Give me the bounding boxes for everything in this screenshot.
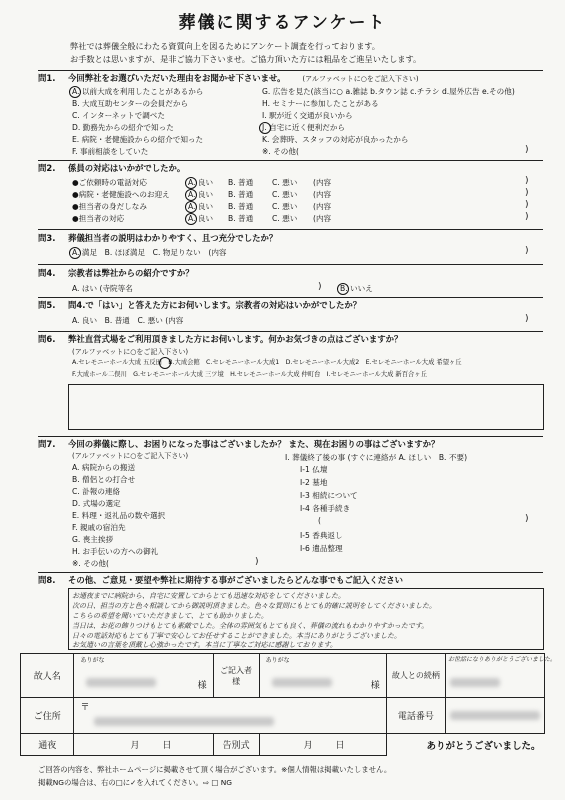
q7-note: (アルファベットに○をご記入下さい) — [72, 452, 189, 460]
closing-paren: ) — [525, 246, 529, 256]
phone-cell[interactable] — [446, 698, 545, 734]
q2-row-2-b[interactable]: B. 普通 — [228, 190, 254, 199]
q2-row-2-a[interactable]: A. 良い — [188, 190, 214, 199]
q6-venues-line-1[interactable]: A.セレモニーホール大成 五反田 B.大成会館 C.セレモニーホール大成1 D.セレモニーホール大成2 E.セレモニーホール大成 希望ヶ丘 — [72, 359, 462, 366]
question-3 — [38, 233, 277, 244]
footer-line-1: ご回答の内容を、弊社ホームページに掲載させて頂く場合がございます。※個人情報は掲載いたしません。 — [38, 765, 392, 774]
q2-row-1-a[interactable]: A. 良い — [188, 178, 214, 187]
question-4 — [38, 268, 194, 279]
thanks-message: ありがとうございました。 — [426, 740, 541, 752]
q7-option-i6[interactable]: I-6 遺品整理 — [300, 544, 343, 553]
q1-option-k[interactable]: K. 会葬時、スタッフの対応が良かったから — [262, 135, 409, 144]
q2-row-2-c[interactable]: C. 悪い — [272, 190, 298, 199]
question-text: 問4.で「はい」と答えた方にお伺いします。宗教者の対応はいかがでしたか？ — [68, 300, 362, 310]
q2-row-3-b[interactable]: B. 普通 — [228, 202, 254, 211]
question-text: 宗教者は弊社からの紹介ですか？ — [68, 268, 194, 278]
q1-option-d[interactable]: D. 勤務先からの紹介で知った — [72, 123, 174, 132]
q2-row-4-b[interactable]: B. 普通 — [228, 214, 254, 223]
handwritten-line-6: お気遣いの言葉を頂戴し心強かったです。本当に丁寧なご対応に感謝しております。 — [72, 641, 337, 649]
month-label: 月 — [303, 741, 313, 751]
relation-label: 故人との続柄 — [386, 654, 445, 698]
divider — [38, 229, 543, 230]
q6-note: (アルファベットに○をご記入下さい) — [72, 348, 189, 356]
q3-options[interactable]: A. 満足 B. ほぼ満足 C. 物足りない (内容 — [72, 248, 227, 257]
wake-date-cell[interactable] — [74, 734, 213, 756]
divider — [38, 572, 543, 573]
divider — [38, 297, 543, 298]
furigana-label: ありがな — [265, 657, 290, 664]
closing-paren: ) — [525, 176, 529, 186]
q7-option-i3[interactable]: I-3 相続について — [300, 491, 358, 500]
sama-label: 様 — [197, 681, 207, 691]
question-text: 係員の対応はいかがでしたか。 — [68, 163, 186, 173]
question-6 — [38, 334, 402, 345]
handwritten-line-2: 次の日、担当の方と色々相談してから御説明頂きました。色々な質問にもとても的確に説明をしてくださいました。 — [72, 602, 436, 610]
q2-row-3-a[interactable]: A. 良い — [188, 202, 214, 211]
q1-option-c[interactable]: C. インターネットで調べた — [72, 111, 165, 120]
day-label: 日 — [335, 741, 345, 751]
question-7 — [38, 439, 439, 450]
closing-paren: ) — [525, 514, 529, 524]
q7-option-i4[interactable]: I-4 各種手続き — [300, 504, 351, 513]
q1-option-i[interactable]: I. 駅が近く交通が良いから — [262, 111, 353, 120]
q7-option-b[interactable]: B. 僧侶との打合せ — [72, 475, 136, 484]
q2-row-1-c[interactable]: C. 悪い — [272, 178, 298, 187]
redacted-phone — [450, 711, 540, 720]
wake-label: 通夜 — [21, 734, 74, 756]
address-cell[interactable] — [74, 698, 386, 734]
answer-circle — [159, 357, 171, 369]
q2-row-2-label: ●病院・老健施設へのお迎え — [72, 190, 170, 199]
question-text: 今回弊社をお選びいただいた理由をお聞かせ下さいませ。 — [68, 73, 286, 83]
closing-paren: ) — [318, 282, 322, 292]
closing-paren: ) — [525, 314, 529, 324]
deceased-label: 故人名 — [21, 654, 74, 698]
q6-venues-line-2[interactable]: F.大成ホール二俣川 G.セレモニーホール大成 三ツ境 H.セレモニーホール大成 仲町台 I.セレモニーホール大成 新百合ヶ丘 — [72, 371, 427, 378]
q2-row-1-label: ●ご依頼時の電話対応 — [72, 178, 147, 187]
closing-paren: ) — [525, 212, 529, 222]
redacted-relation — [450, 678, 500, 687]
q1-option-h[interactable]: H. セミナーに参加したことがある — [262, 99, 379, 108]
question-1 — [38, 73, 419, 85]
q2-row-3-label: ●担当者の身だしなみ — [72, 202, 147, 211]
question-8 — [38, 575, 403, 586]
divider — [38, 436, 543, 437]
question-number: 問7. — [38, 439, 56, 449]
postal-mark: 〒 — [80, 703, 90, 713]
footer-line-2[interactable]: 掲載NGの場合は、右の□に✓を入れてください。⇨ □ NG — [38, 778, 232, 787]
q2-row-1-detail[interactable]: (内容 — [313, 178, 332, 187]
closing-paren: ) — [255, 557, 259, 567]
question-number: 問8. — [38, 575, 56, 585]
q1-option-j[interactable]: J. 自宅に近く便利だから — [262, 123, 346, 132]
question-2 — [38, 163, 185, 174]
answer-circle — [185, 213, 197, 225]
q2-row-4-label: ●担当者の対応 — [72, 214, 125, 223]
q4-option-b[interactable]: B. いいえ — [340, 284, 373, 293]
q2-row-1-b[interactable]: B. 普通 — [228, 178, 254, 187]
q7-option-a[interactable]: A. 病院からの搬送 — [72, 463, 136, 472]
answer-circle — [185, 189, 197, 201]
redacted-name — [272, 678, 332, 687]
q7-option-i2[interactable]: I-2 墓地 — [300, 478, 328, 487]
divider — [38, 160, 543, 161]
question-number: 問5. — [38, 300, 56, 310]
question-number: 問4. — [38, 268, 56, 278]
answer-circle — [259, 122, 271, 134]
q2-row-3-detail[interactable]: (内容 — [313, 202, 332, 211]
q2-row-4-c[interactable]: C. 悪い — [272, 214, 298, 223]
q7-option-i5[interactable]: I-5 香典返し — [300, 531, 343, 540]
q7-option-d[interactable]: D. 式場の選定 — [72, 499, 121, 508]
day-label: 日 — [162, 741, 172, 751]
q7-option-i4-detail[interactable]: ( — [318, 516, 321, 525]
q7-option-c[interactable]: C. 訃報の連絡 — [72, 487, 121, 496]
month-label: 月 — [130, 741, 140, 751]
relation-cell[interactable] — [446, 654, 557, 698]
furigana-label: ありがな — [80, 657, 105, 664]
divider — [38, 331, 543, 332]
q7-option-g[interactable]: G. 喪主挨拶 — [72, 535, 114, 544]
q4-option-a[interactable]: A. はい (寺院等名 — [72, 284, 133, 293]
relation-handwriting: お世話になりありがとうございました。 — [448, 656, 557, 663]
q1-option-f[interactable]: F. 事前相談をしていた — [72, 147, 149, 156]
phone-label: 電話番号 — [386, 698, 445, 734]
handwritten-line-3: こちらの希望を聞いていただきまして、とても助かりました。 — [72, 612, 268, 620]
question-number: 問1. — [38, 73, 56, 83]
redacted-address — [94, 717, 274, 726]
q5-options[interactable]: A. 良い B. 普通 C. 悪い (内容 — [72, 316, 184, 325]
q2-row-3-c[interactable]: C. 悪い — [272, 202, 298, 211]
question-number: 問3. — [38, 233, 56, 243]
redacted-name — [86, 678, 156, 687]
funeral-date-cell[interactable] — [259, 734, 386, 756]
q1-option-b[interactable]: B. 大成互助センターの会員だから — [72, 99, 189, 108]
answer-circle — [69, 86, 81, 98]
question-note: (アルファベットに○をご記入下さい) — [302, 75, 419, 83]
q6-comment-box[interactable] — [68, 384, 544, 430]
sama-label: 様 — [370, 681, 380, 691]
divider — [38, 70, 543, 71]
q7-option-other[interactable]: ※. その他( — [72, 559, 109, 568]
q1-option-a[interactable]: A. 以前大成を利用したことがあるから — [72, 87, 204, 96]
contact-table — [20, 653, 557, 756]
question-number: 問6. — [38, 334, 56, 344]
question-5 — [38, 300, 361, 311]
question-number: 問2. — [38, 163, 56, 173]
q2-row-2-detail[interactable]: (内容 — [313, 190, 332, 199]
question-text: その他、ご意見・要望や弊社に期待する事がございましたらどんな事でもご記入ください — [68, 575, 403, 585]
closing-paren: ) — [525, 188, 529, 198]
q7-option-i1[interactable]: I-1 仏壇 — [300, 465, 328, 474]
q7-option-h[interactable]: H. お手伝いの方への御礼 — [72, 547, 159, 556]
answer-circle — [69, 247, 81, 259]
answer-circle — [337, 283, 349, 295]
handwritten-line-5: 日々の電話対応もとても丁寧で安心してお任せすることができました。本当にありがとうございました。 — [72, 632, 401, 640]
handwritten-line-4: 当日は、お花の飾りつけもとても素敵でした。全体の雰囲気もとても良く、葬儀の流れもわかりやすかったです。 — [72, 622, 429, 630]
q1-option-g[interactable]: G. 広告を見た(該当に○ a.雑誌 b.タウン誌 c.チラシ d.屋外広告 e.その他) — [262, 87, 515, 96]
q2-row-4-a[interactable]: A. 良い — [188, 214, 214, 223]
question-text: 葬儀担当者の説明はわかりやすく、且つ充分でしたか？ — [68, 233, 278, 243]
answer-circle — [185, 177, 197, 189]
q1-option-e[interactable]: E. 病院・老健施設からの紹介で知った — [72, 135, 204, 144]
question-text: 弊社直営式場をご利用頂きました方にお伺いします。何かお気づきの点はございますか？ — [68, 334, 403, 344]
handwritten-line-1: お通夜までに病院から、自宅に安置してからとても迅速な対応をしてくださいました。 — [72, 592, 345, 600]
funeral-label: 告別式 — [213, 734, 259, 756]
writer-label: ご記入者様 — [213, 654, 259, 698]
page-title: 葬儀に関するアンケート — [178, 13, 387, 33]
closing-paren: ) — [525, 200, 529, 210]
writer-name-cell[interactable] — [259, 654, 386, 698]
intro-line-1: 弊社では葬儀全般にわたる資質向上を図るためにアンケート調査を行っております。 — [70, 41, 380, 51]
divider — [38, 264, 543, 265]
deceased-name-cell[interactable] — [74, 654, 213, 698]
answer-circle — [185, 201, 197, 213]
q7-option-e[interactable]: E. 料理・返礼品の数や選択 — [72, 511, 166, 520]
q7-option-i[interactable]: I. 葬儀終了後の事 (すぐに連絡が A. ほしい B. 不要) — [285, 453, 468, 462]
question-text: 今回の葬儀に際し、お困りになった事はございましたか？ また、現在お困りの事はございますか？ — [68, 439, 440, 449]
q2-row-4-detail[interactable]: (内容 — [313, 214, 332, 223]
closing-paren: ) — [525, 145, 529, 155]
address-label: ご住所 — [21, 698, 74, 734]
intro-line-2: お手数とは思いますが、是非ご協力下さいませ。ご協力頂いた方には粗品をご進呈いたします。 — [70, 54, 422, 64]
q1-option-other[interactable]: ※. その他( — [262, 147, 299, 156]
q7-option-f[interactable]: F. 親戚の宿泊先 — [72, 523, 126, 532]
